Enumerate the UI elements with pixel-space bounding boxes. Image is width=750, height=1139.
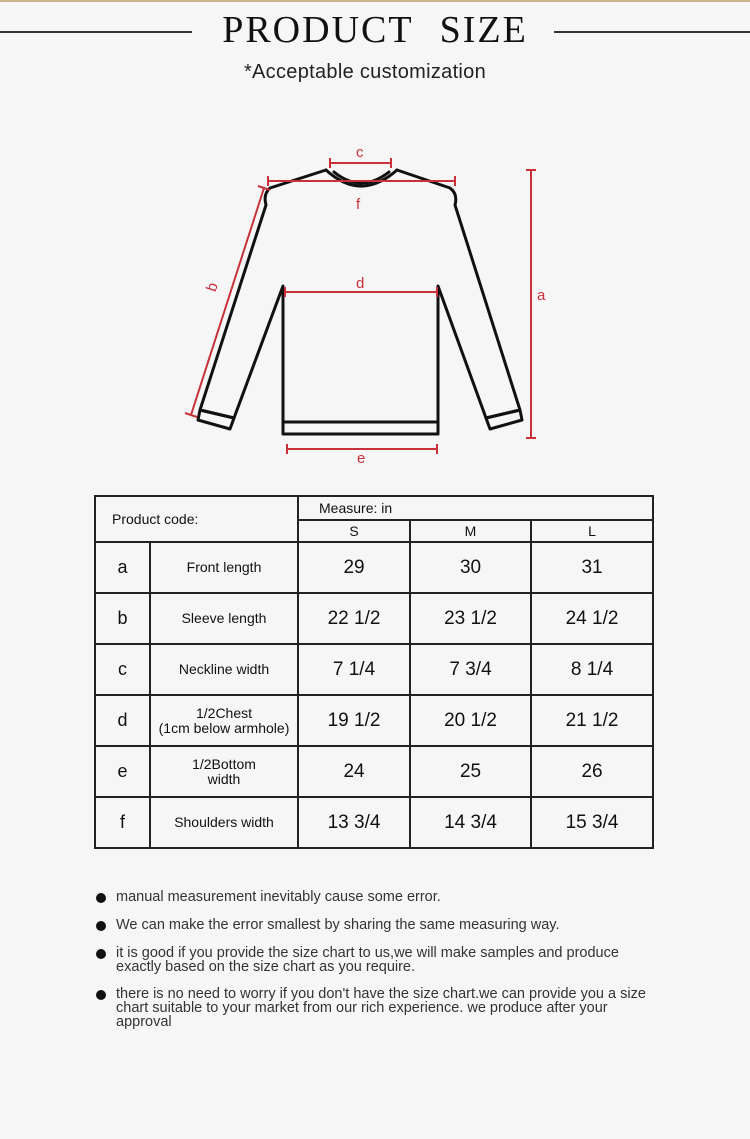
row-value-l: 8 1/4 (531, 644, 653, 695)
row-value-m: 14 3/4 (410, 797, 531, 848)
table-header-row (95, 496, 653, 520)
row-value-s: 24 (298, 746, 410, 797)
row-code: f (95, 797, 150, 848)
page-title (0, 8, 750, 52)
row-name-line1: 1/2Bottom (192, 755, 256, 772)
row-value-m: 30 (410, 542, 531, 593)
row-value-m: 7 3/4 (410, 644, 531, 695)
note-text: We can make the error smallest by sharing the same measuring way. (116, 917, 560, 933)
row-value-l: 31 (531, 542, 653, 593)
row-code: d (95, 695, 150, 746)
note-item (96, 946, 666, 974)
row-name-line1: Front length (186, 559, 262, 575)
row-name-line1: Neckline width (178, 661, 270, 677)
row-value-m: 25 (410, 746, 531, 797)
row-name-line1: Sleeve length (181, 610, 267, 626)
row-value-s: 7 1/4 (298, 644, 410, 695)
row-code: b (95, 593, 150, 644)
note-text: manual measurement inevitably cause some error. (116, 889, 441, 905)
label-f: f (356, 196, 361, 213)
product-code-header: Product code: (95, 496, 298, 542)
table-row (95, 593, 653, 644)
measurement-notes (96, 890, 666, 1029)
title-word-size: SIZE (439, 9, 528, 51)
row-value-l: 26 (531, 746, 653, 797)
note-text: there is no need to worry if you don't have the size chart.we can provide you a size chart suitable to your market from our rich experience. we produce after your approval (116, 986, 646, 1030)
row-name-line1: Shoulders width (174, 814, 274, 830)
bullet-icon (96, 921, 106, 931)
note-item (96, 987, 666, 1029)
size-header-l: L (531, 520, 653, 542)
row-name-line2: (1cm below armhole) (158, 719, 290, 736)
note-item (96, 890, 666, 904)
measure-line-b (191, 188, 264, 415)
size-header-m: M (410, 520, 531, 542)
table-row (95, 797, 653, 848)
row-value-l: 15 3/4 (531, 797, 653, 848)
note-text: it is good if you provide the size chart to us,we will make samples and produce exactly based on the size chart as you require. (116, 945, 619, 975)
label-a: a (537, 287, 546, 304)
note-item (96, 918, 666, 932)
row-value-m: 23 1/2 (410, 593, 531, 644)
label-c: c (356, 144, 364, 161)
measure-unit-header: Measure: in (298, 496, 653, 520)
customization-note: *Acceptable customization (243, 61, 487, 83)
row-value-m: 20 1/2 (410, 695, 531, 746)
bullet-icon (96, 893, 106, 903)
table-row (95, 695, 653, 746)
row-value-l: 24 1/2 (531, 593, 653, 644)
row-value-s: 29 (298, 542, 410, 593)
size-header-s: S (298, 520, 410, 542)
row-measurement-name (150, 542, 298, 593)
row-code: a (95, 542, 150, 593)
row-measurement-name (150, 593, 298, 644)
label-e: e (357, 450, 366, 467)
bullet-icon (96, 990, 106, 1000)
bullet-icon (96, 949, 106, 959)
row-value-s: 13 3/4 (298, 797, 410, 848)
row-value-s: 22 1/2 (298, 593, 410, 644)
label-d: d (356, 275, 365, 292)
label-b: b (202, 280, 222, 294)
row-measurement-name (150, 797, 298, 848)
row-measurement-name (150, 695, 298, 746)
row-value-l: 21 1/2 (531, 695, 653, 746)
row-name-line2: width (207, 770, 241, 787)
title-word-product: PRODUCT (222, 9, 414, 51)
row-measurement-name (150, 644, 298, 695)
row-code: e (95, 746, 150, 797)
row-name-line1: 1/2Chest (195, 704, 253, 721)
top-accent-bar (0, 0, 750, 2)
table-row (95, 542, 653, 593)
row-code: c (95, 644, 150, 695)
row-measurement-name (150, 746, 298, 797)
size-chart-table (94, 495, 654, 849)
sweater-measurement-diagram (0, 130, 750, 470)
row-value-s: 19 1/2 (298, 695, 410, 746)
table-row (95, 644, 653, 695)
table-row (95, 746, 653, 797)
